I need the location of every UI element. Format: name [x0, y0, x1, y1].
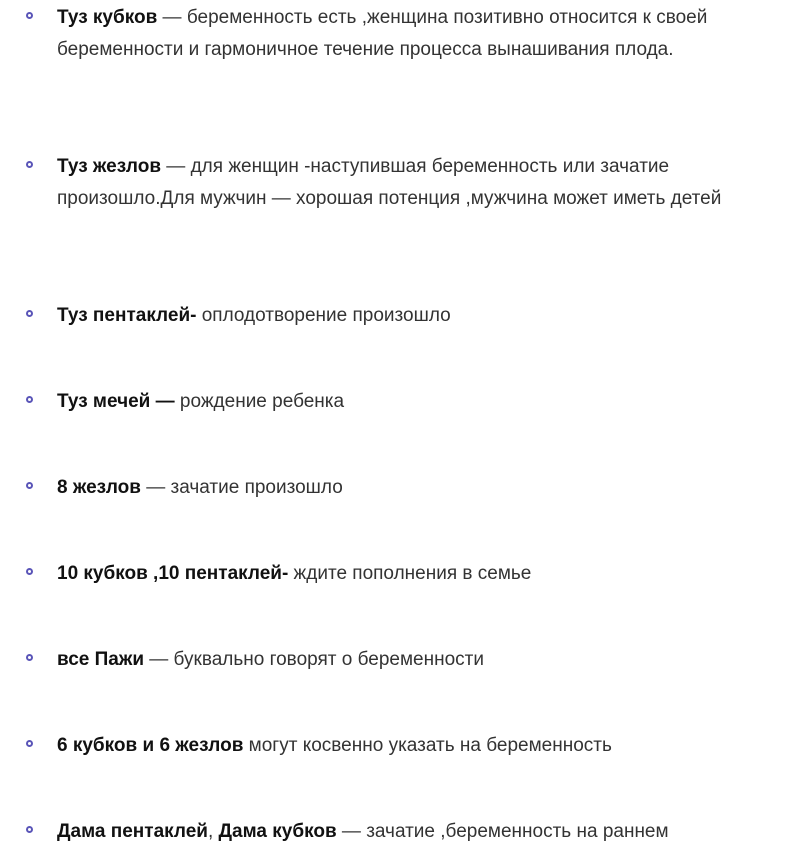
card-meaning: — беременность есть ,женщина позитивно относится к своей беременности и гармоничное течение процесса вынашивания плода.: [57, 7, 708, 60]
card-meaning: могут косвенно указать на беременность: [243, 735, 612, 756]
list-item-text: [57, 472, 769, 504]
bullet-icon: [26, 654, 33, 661]
bullet-icon: [26, 482, 33, 489]
bullet-icon: [26, 12, 33, 19]
bullet-icon: [26, 740, 33, 747]
separator: ,: [207, 821, 219, 842]
card-name: все Пажи: [57, 649, 144, 670]
card-name: Дама пентаклей: [57, 821, 208, 842]
list-item-text: [57, 151, 769, 215]
card-name: Туз жезлов: [57, 156, 162, 177]
bullet-icon: [26, 826, 33, 833]
bullet-icon: [26, 310, 33, 317]
card-name: 8 жезлов: [57, 477, 141, 498]
list-item-text: [57, 816, 769, 848]
card-meaning: ждите пополнения в семье: [288, 563, 532, 584]
card-name: Туз мечей —: [57, 391, 175, 412]
card-name: 10 кубков ,10 пентаклей-: [57, 563, 289, 584]
bullet-icon: [26, 161, 33, 168]
list-item-text: [57, 2, 769, 66]
bullet-icon: [26, 568, 33, 575]
card-meaning: — буквально говорят о беременности: [144, 649, 484, 670]
list-item-text: [57, 558, 769, 590]
card-meaning: рождение ребенка: [174, 391, 345, 412]
bullet-icon: [26, 396, 33, 403]
list-item-text: [57, 300, 769, 332]
card-meaning: — зачатие ,беременность на раннем: [336, 821, 669, 842]
card-name: Туз пентаклей-: [57, 305, 197, 326]
card-name-second: Дама кубков: [218, 821, 337, 842]
list-item-text: [57, 386, 769, 418]
card-name: 6 кубков и 6 жезлов: [57, 735, 244, 756]
card-meaning: — зачатие произошло: [140, 477, 343, 498]
list-item-text: [57, 730, 769, 762]
card-meaning: оплодотворение произошло: [196, 305, 451, 326]
card-name: Туз кубков: [57, 7, 158, 28]
list-item-text: [57, 644, 769, 676]
card-meaning: — для женщин -наступившая беременность или зачатие произошло.Для мужчин — хорошая потенция ,мужчина может иметь детей: [57, 156, 722, 209]
